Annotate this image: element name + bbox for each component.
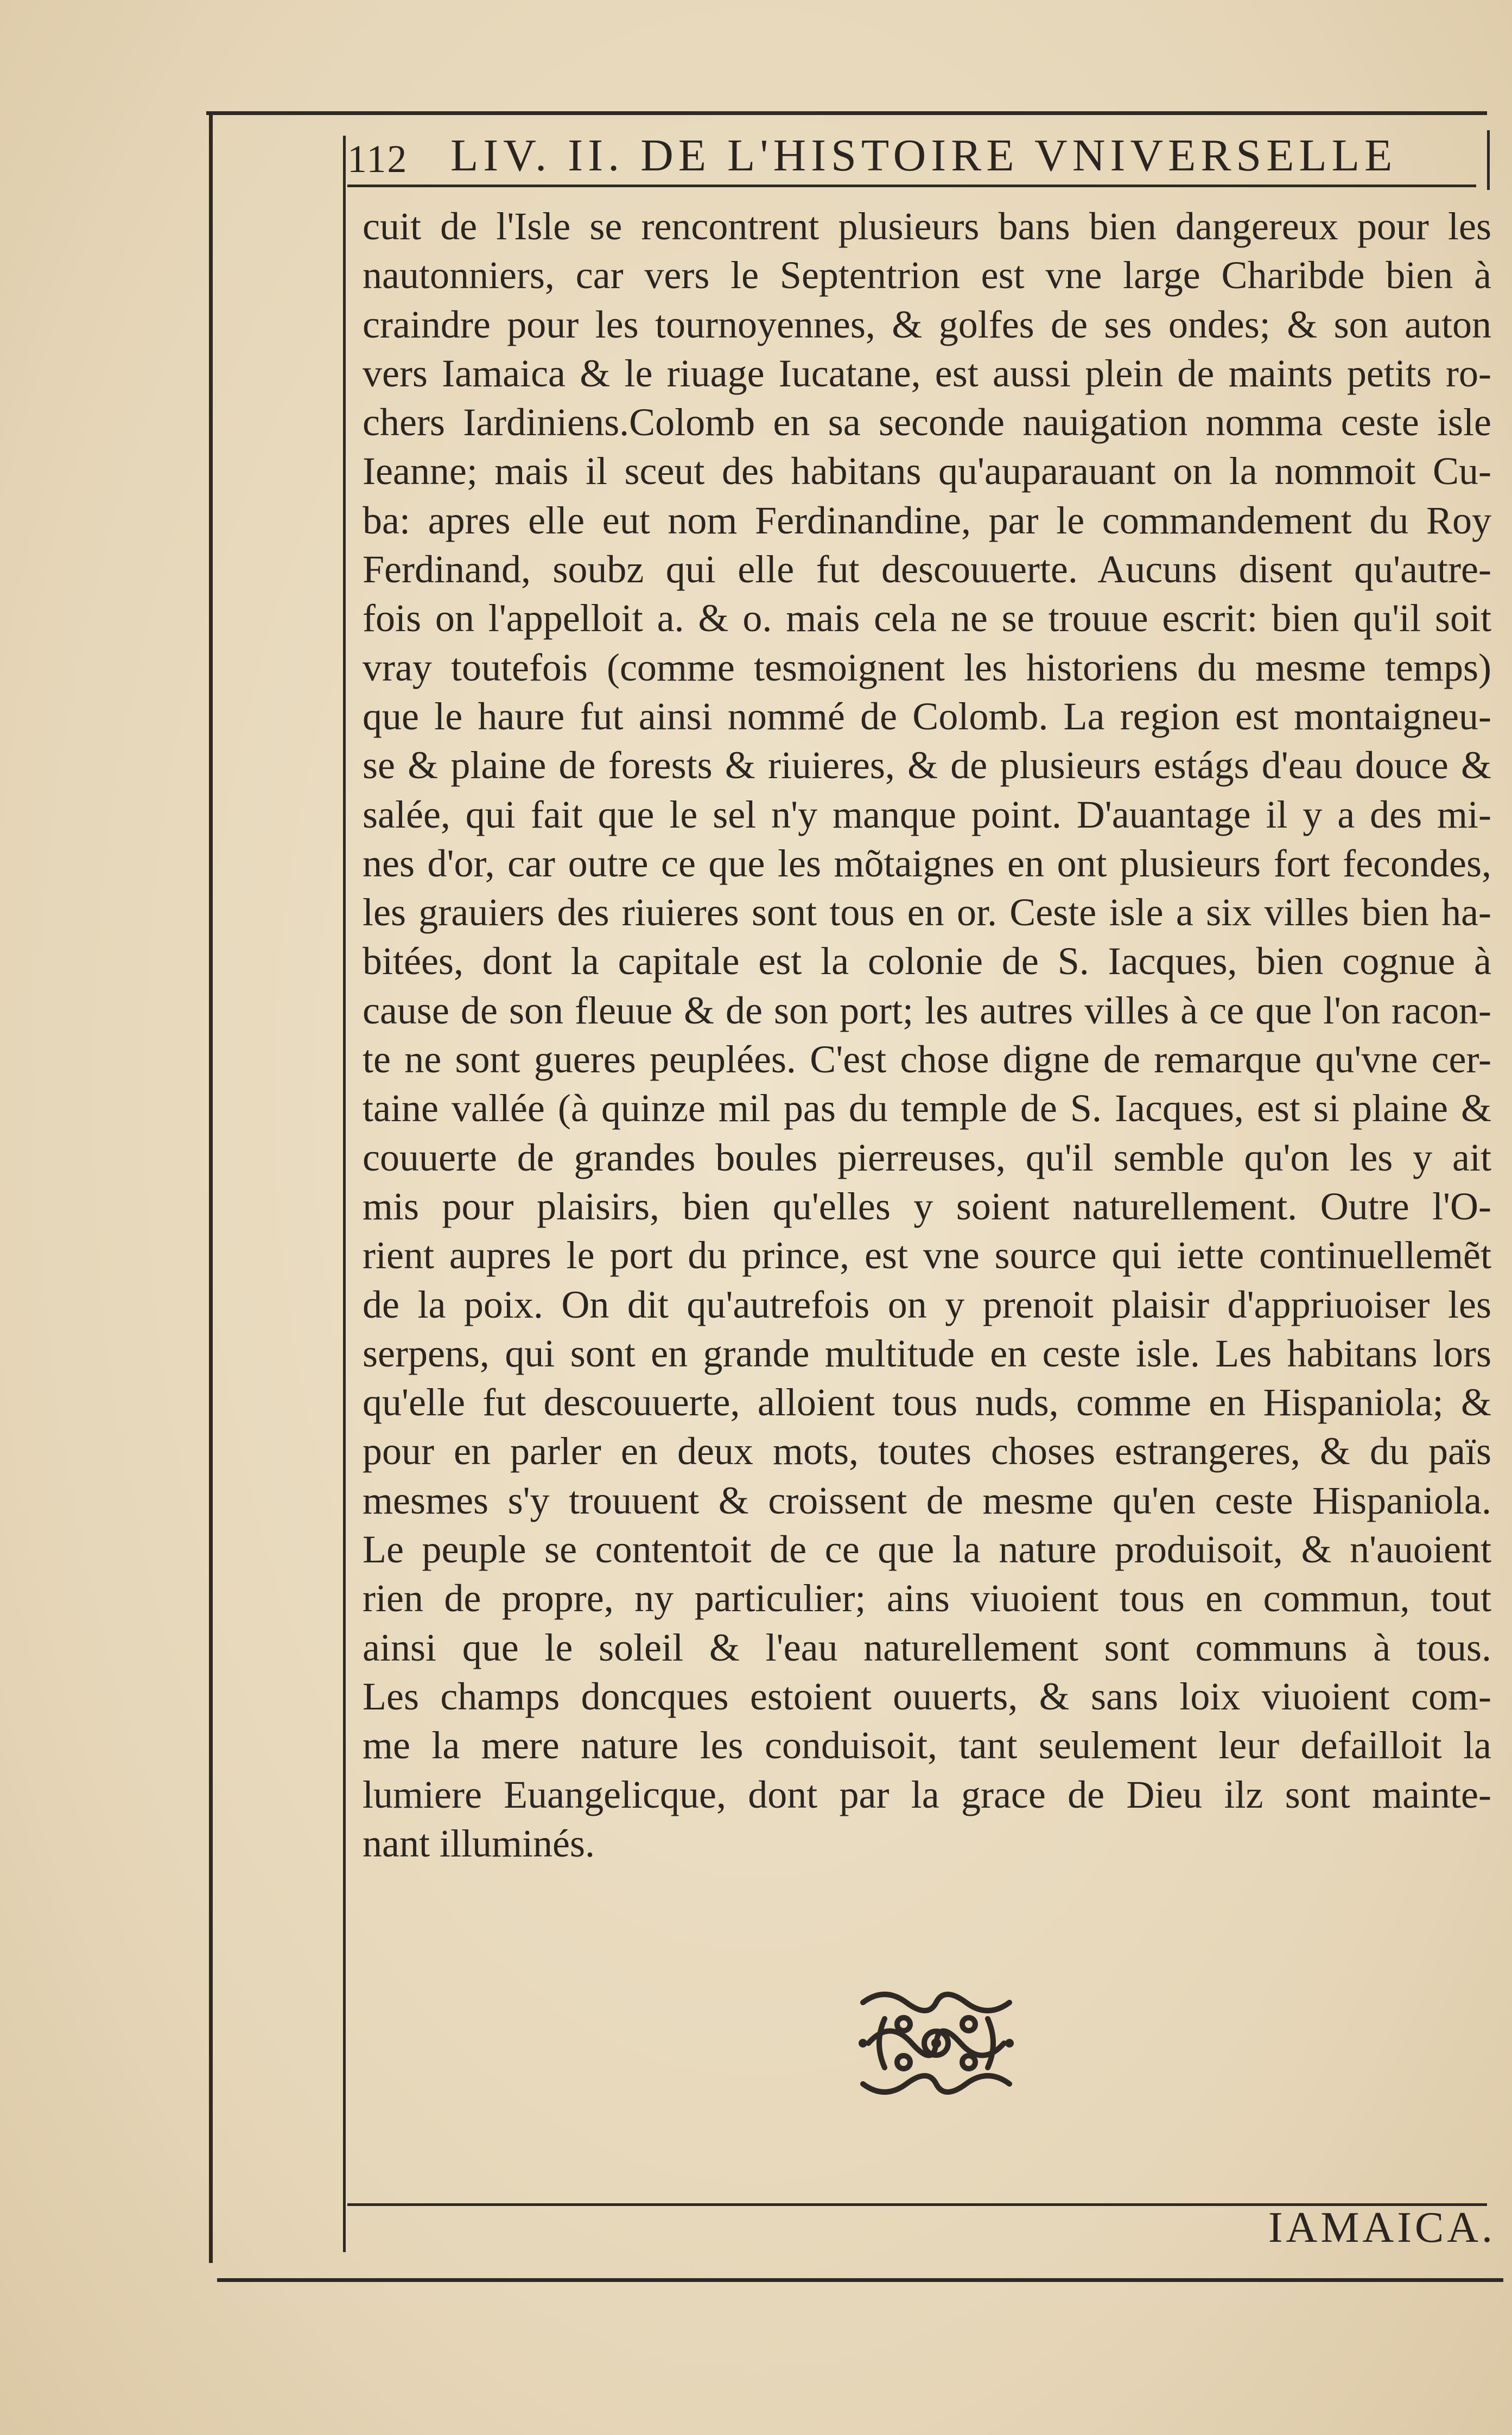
text-line: nautonniers, car vers le Septentrion est vne large Charibde bien à <box>363 253 1491 297</box>
text-line: taine vallée (à quinze mil pas du temple de S. Iacques, est si plaine & <box>363 1086 1491 1130</box>
text-line: mesmes s'y trouuent & croissent de mesme qu'en ceste Hispaniola. <box>363 1478 1491 1522</box>
text-line: se & plaine de forests & riuieres, & de plusieurs estágs d'eau douce & <box>363 743 1491 787</box>
text-line: serpens, qui sont en grande multitude en ceste isle. Les habitans lors <box>363 1331 1491 1375</box>
text-line: rient aupres le port du prince, est vne source qui iette continuellemẽt <box>363 1234 1491 1277</box>
page-header <box>347 122 1476 182</box>
text-line: de la poix. On dit qu'autrefois on y prenoit plaisir d'appriuoiser les <box>363 1282 1491 1326</box>
text-line: me la mere nature les conduisoit, tant seulement leur defailloit la <box>363 1724 1491 1768</box>
text-line: mis pour plaisirs, bien qu'elles y soient naturellement. Outre l'O- <box>363 1184 1491 1228</box>
fleuron-ornament-icon <box>852 1986 1020 2100</box>
text-line: les grauiers des riuieres sont tous en or. Ceste isle a six villes bien ha- <box>363 891 1491 934</box>
text-line: Le peuple se contentoit de ce que la nature produisoit, & n'auoient <box>363 1528 1491 1572</box>
text-line: ba: apres elle eut nom Ferdinandine, par le commandement du Roy <box>363 498 1491 542</box>
left-inner-frame-rule <box>343 136 346 2252</box>
body-text <box>363 202 1491 1868</box>
left-outer-frame-rule <box>209 114 213 2263</box>
text-line: craindre pour les tournoyennes, & golfes de ses ondes; & son auton <box>363 302 1491 346</box>
text-line: cause de son fleuue & de son port; les autres villes à ce que l'on racon- <box>363 988 1491 1032</box>
text-line: nes d'or, car outre ce que les mõtaignes en ont plusieurs fort fecondes, <box>363 841 1491 885</box>
text-line-final: nant illuminés. <box>363 1821 595 1865</box>
text-line: bitées, dont la capitale est la colonie de S. Iacques, bien cognue à <box>363 939 1491 983</box>
page-number: 112 <box>347 137 408 181</box>
text-line: te ne sont gueres peuplées. C'est chose digne de remarque qu'vne cer- <box>363 1038 1491 1082</box>
right-header-frame-rule <box>1487 130 1490 190</box>
text-line: cuit de l'Isle se rencontrent plusieurs bans bien dangereux pour les <box>363 205 1491 248</box>
text-line: Ieanne; mais il sceut des habitans qu'auparauant on la nommoit Cu- <box>363 449 1491 493</box>
text-line: fois on l'appelloit a. & o. mais cela ne se trouue escrit: bien qu'il soit <box>363 596 1491 640</box>
catchword: IAMAICA. <box>1268 2204 1496 2252</box>
text-line: vers Iamaica & le riuage Iucatane, est aussi plein de maints petits ro- <box>363 351 1491 395</box>
text-line: Ferdinand, soubz qui elle fut descouuerte. Aucuns disent qu'autre- <box>363 548 1491 592</box>
text-line: qu'elle fut descouuerte, alloient tous nuds, comme en Hispaniola; & <box>363 1381 1491 1425</box>
text-line: pour en parler en deux mots, toutes choses estrangeres, & du païs <box>363 1429 1491 1473</box>
text-line: couuerte de grandes boules pierreuses, qu'il semble qu'on les y ait <box>363 1135 1491 1179</box>
header-under-rule <box>347 185 1476 187</box>
top-frame-rule <box>206 111 1487 115</box>
text-line: Les champs doncques estoient ouuerts, & sans loix viuoient com- <box>363 1674 1491 1718</box>
footer-lower-rule <box>217 2278 1503 2282</box>
text-line: vray toutefois (comme tesmoignent les historiens du mesme temps) <box>363 645 1491 689</box>
text-line: chers Iardiniens.Colomb en sa seconde nauigation nomma ceste isle <box>363 400 1491 444</box>
text-line: ainsi que le soleil & l'eau naturellement sont communs à tous. <box>363 1625 1491 1669</box>
text-line: lumiere Euangelicque, dont par la grace de Dieu ilz sont mainte- <box>363 1772 1491 1816</box>
text-line: que le haure fut ainsi nommé de Colomb. La region est montaigneu- <box>363 694 1491 738</box>
text-line: salée, qui fait que le sel n'y manque point. D'auantage il y a des mi- <box>363 792 1491 836</box>
text-line: rien de propre, ny particulier; ains viuoient tous en commun, tout <box>363 1576 1491 1620</box>
running-head: LIV. II. DE L'HISTOIRE VNIVERSELLE <box>450 130 1397 181</box>
